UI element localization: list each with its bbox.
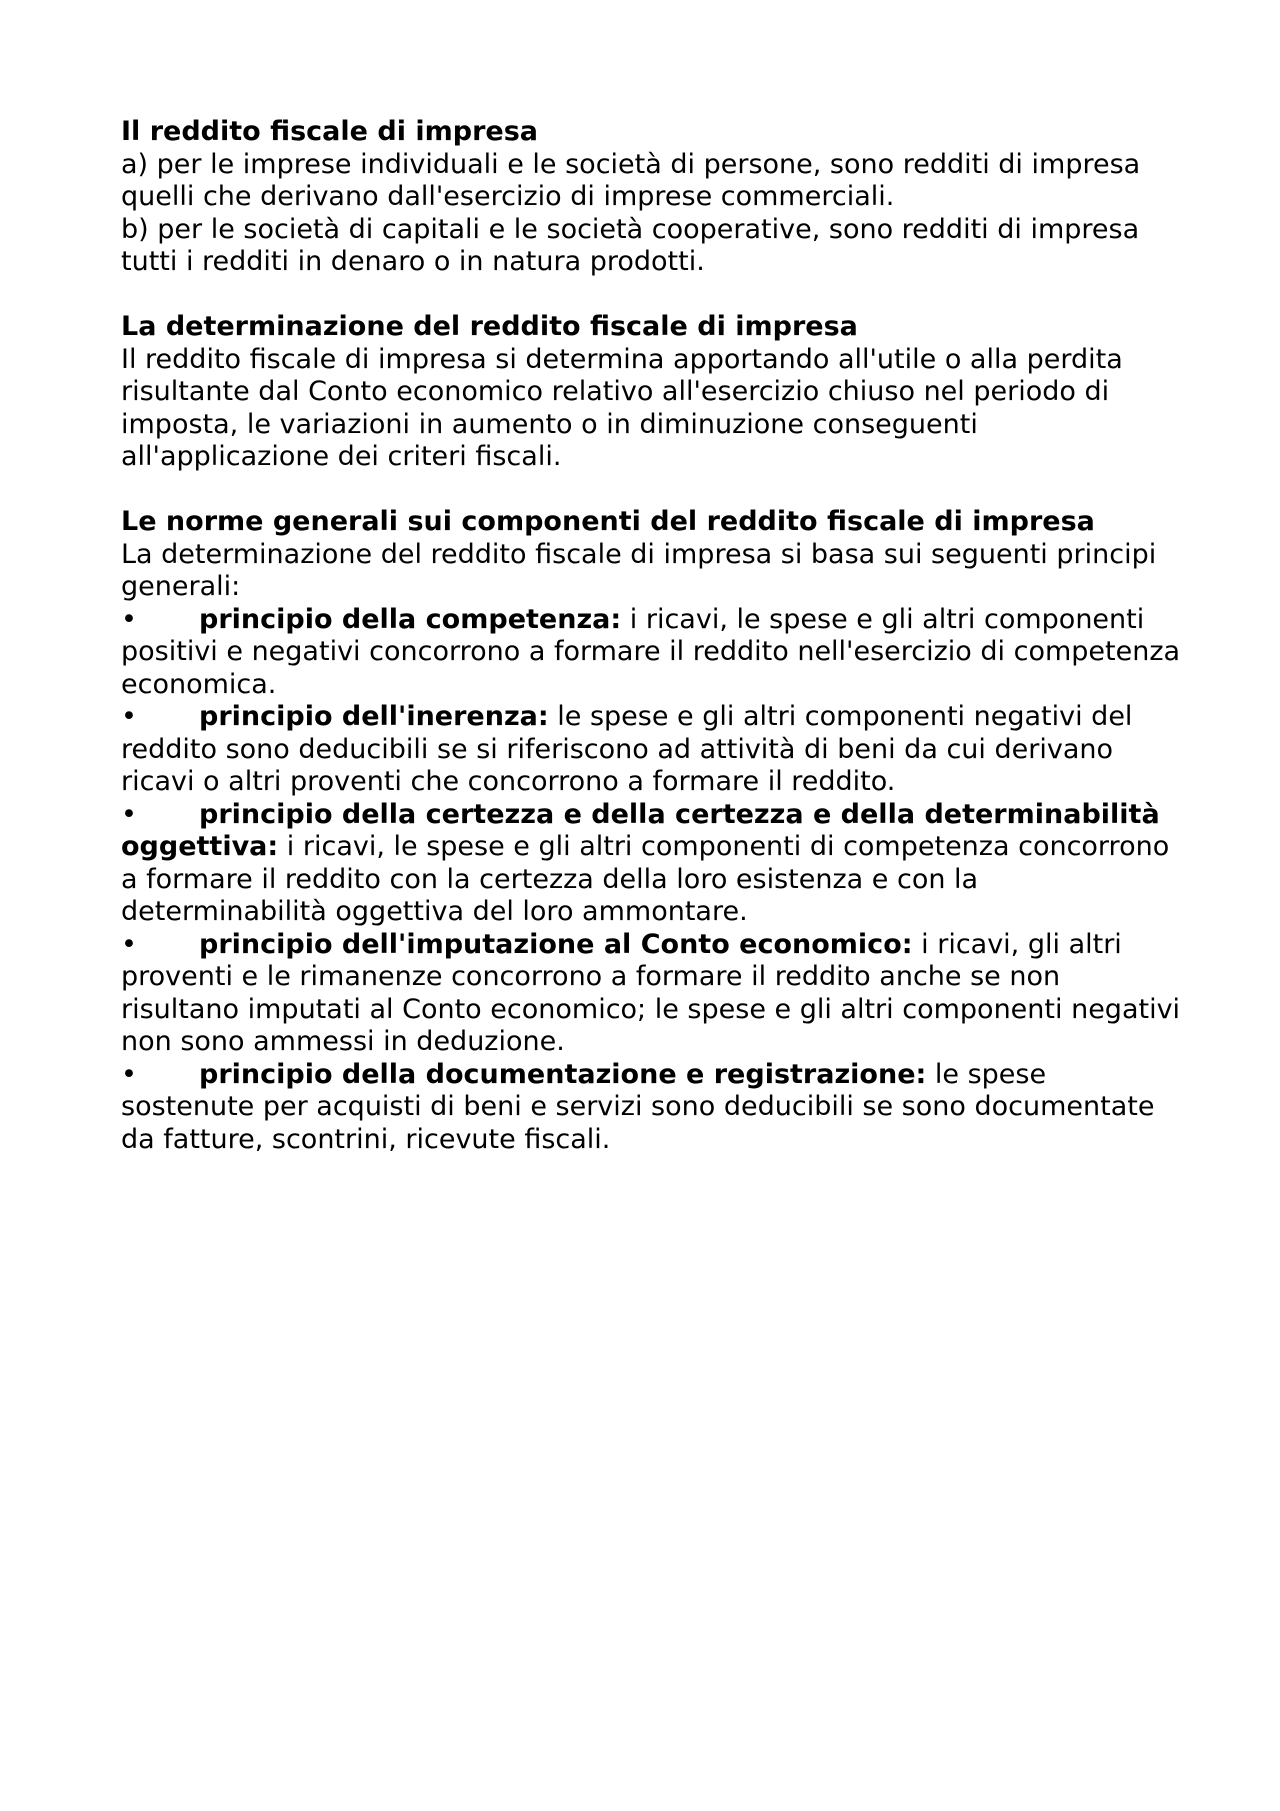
bullet-text: i ricavi, gli altri proventi e le rimanenze concorrono a formare il reddito anche se non risultano imputati al Conto economico; le spese e gli altri componenti negativi non sono ammessi in deduzione. (121, 928, 1181, 1057)
section-heading: Il reddito fiscale di impresa (121, 116, 538, 147)
bullet-item (121, 604, 1181, 702)
bullet-text: i ricavi, le spese e gli altri componenti positivi e negativi concorrono a formare il reddito nell'esercizio di competenza economica. (121, 603, 1181, 700)
section-determinazione (121, 311, 1181, 474)
bullet-text: le spese e gli altri componenti negativi del reddito sono deducibili se si riferiscono ad attività di beni da cui derivano ricavi o altri proventi che concorrono a formare il reddito. (121, 701, 1133, 797)
bullet-symbol: • (121, 798, 137, 830)
paragraph: b) per le società di capitali e le società cooperative, sono redditi di impresa tutti i redditi in denaro o in natura prodotti. (121, 213, 1140, 277)
bullet-symbol: • (121, 603, 137, 635)
paragraph: Il reddito fiscale di impresa si determina apportando all'utile o alla perdita risultante dal Conto economico relativo all'esercizio chiuso nel periodo di imposta, le variazioni in aumento o in diminuzione conseguenti all'applicazione dei criteri fiscali. (121, 343, 1123, 472)
bullet-item (121, 929, 1181, 1059)
paragraph-intro: La determinazione del reddito fiscale di impresa si basa sui seguenti principi generali: (121, 538, 1157, 602)
bullet-text: i ricavi, le spese e gli altri componenti di competenza concorrono a formare il reddito con la certezza della loro esistenza e con la determinabilità oggettiva del loro ammontare. (121, 831, 1170, 927)
section-heading: Le norme generali sui componenti del reddito fiscale di impresa (121, 506, 1095, 537)
section-reddito-fiscale (121, 116, 1181, 279)
bullet-term: principio della competenza: (199, 603, 622, 635)
section-heading: La determinazione del reddito fiscale di impresa (121, 311, 858, 342)
bullet-text: le spese sostenute per acquisti di beni e servizi sono deducibili se sono documentate da fatture, scontrini, ricevute fiscali. (121, 1058, 1155, 1155)
paragraph: a) per le imprese individuali e le società di persone, sono redditi di impresa quelli che derivano dall'esercizio di imprese commerciali. (121, 148, 1141, 212)
bullet-item (121, 701, 1181, 799)
bullet-term: principio dell'inerenza: (199, 701, 549, 732)
bullet-symbol: • (121, 1058, 137, 1090)
bullet-symbol: • (121, 701, 137, 732)
bullet-symbol: • (121, 928, 137, 960)
bullet-term: principio dell'imputazione al Conto economico: (199, 928, 913, 960)
bullet-term: principio della documentazione e registrazione: (199, 1058, 927, 1090)
section-norme-generali (121, 506, 1181, 1156)
bullet-item (121, 799, 1181, 929)
document-page (121, 116, 1181, 1189)
bullet-item (121, 1059, 1181, 1157)
bullet-term: principio della certezza e della certezza e della determinabilità oggettiva: (121, 798, 1160, 862)
